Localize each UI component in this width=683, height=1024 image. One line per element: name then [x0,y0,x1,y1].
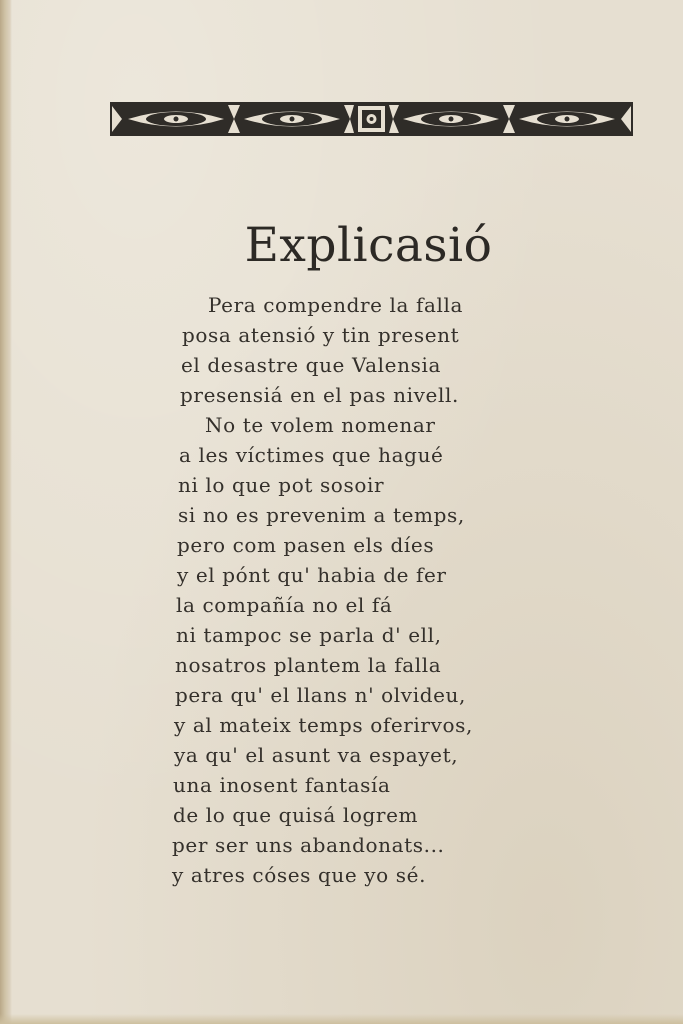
poem-line: per ser uns abandonats... [172,833,445,857]
poem-line: de lo que quisá logrem [173,803,419,827]
poem-line: el desastre que Valensia [181,353,441,377]
poem-line: la compañía no el fá [176,593,393,617]
poem-line: nosatros plantem la falla [175,653,442,677]
poem-line: ni lo que pot sosoir [178,473,385,497]
poem-line: pero com pasen els díes [177,533,435,557]
poem-line: y al mateix temps oferirvos, [174,713,473,737]
poem-line: Pera compendre la falla [208,293,464,317]
poem-line: posa atensió y tin present [182,323,460,347]
poem-line: No te volem nomenar [205,413,436,437]
poem-line: presensiá en el pas nivell. [180,383,459,407]
decorative-border-ornament [110,102,633,136]
page-title: Explicasió [244,218,493,273]
poem-line: una inosent fantasía [173,773,391,797]
poem-line: si no es prevenim a temps, [178,503,465,527]
poem-line: ya qu' el asunt va espayet, [174,743,459,767]
poem-line: y atres cóses que yo sé. [172,863,427,887]
page-spine-edge [0,0,12,1024]
page-bottom-edge [0,1014,683,1024]
poem-line: pera qu' el llans n' olvideu, [175,683,466,707]
poem-line: ni tampoc se parla d' ell, [176,623,442,647]
poem-line: y el pónt qu' habia de fer [177,563,447,587]
poem-line: a les víctimes que hagué [179,443,444,467]
